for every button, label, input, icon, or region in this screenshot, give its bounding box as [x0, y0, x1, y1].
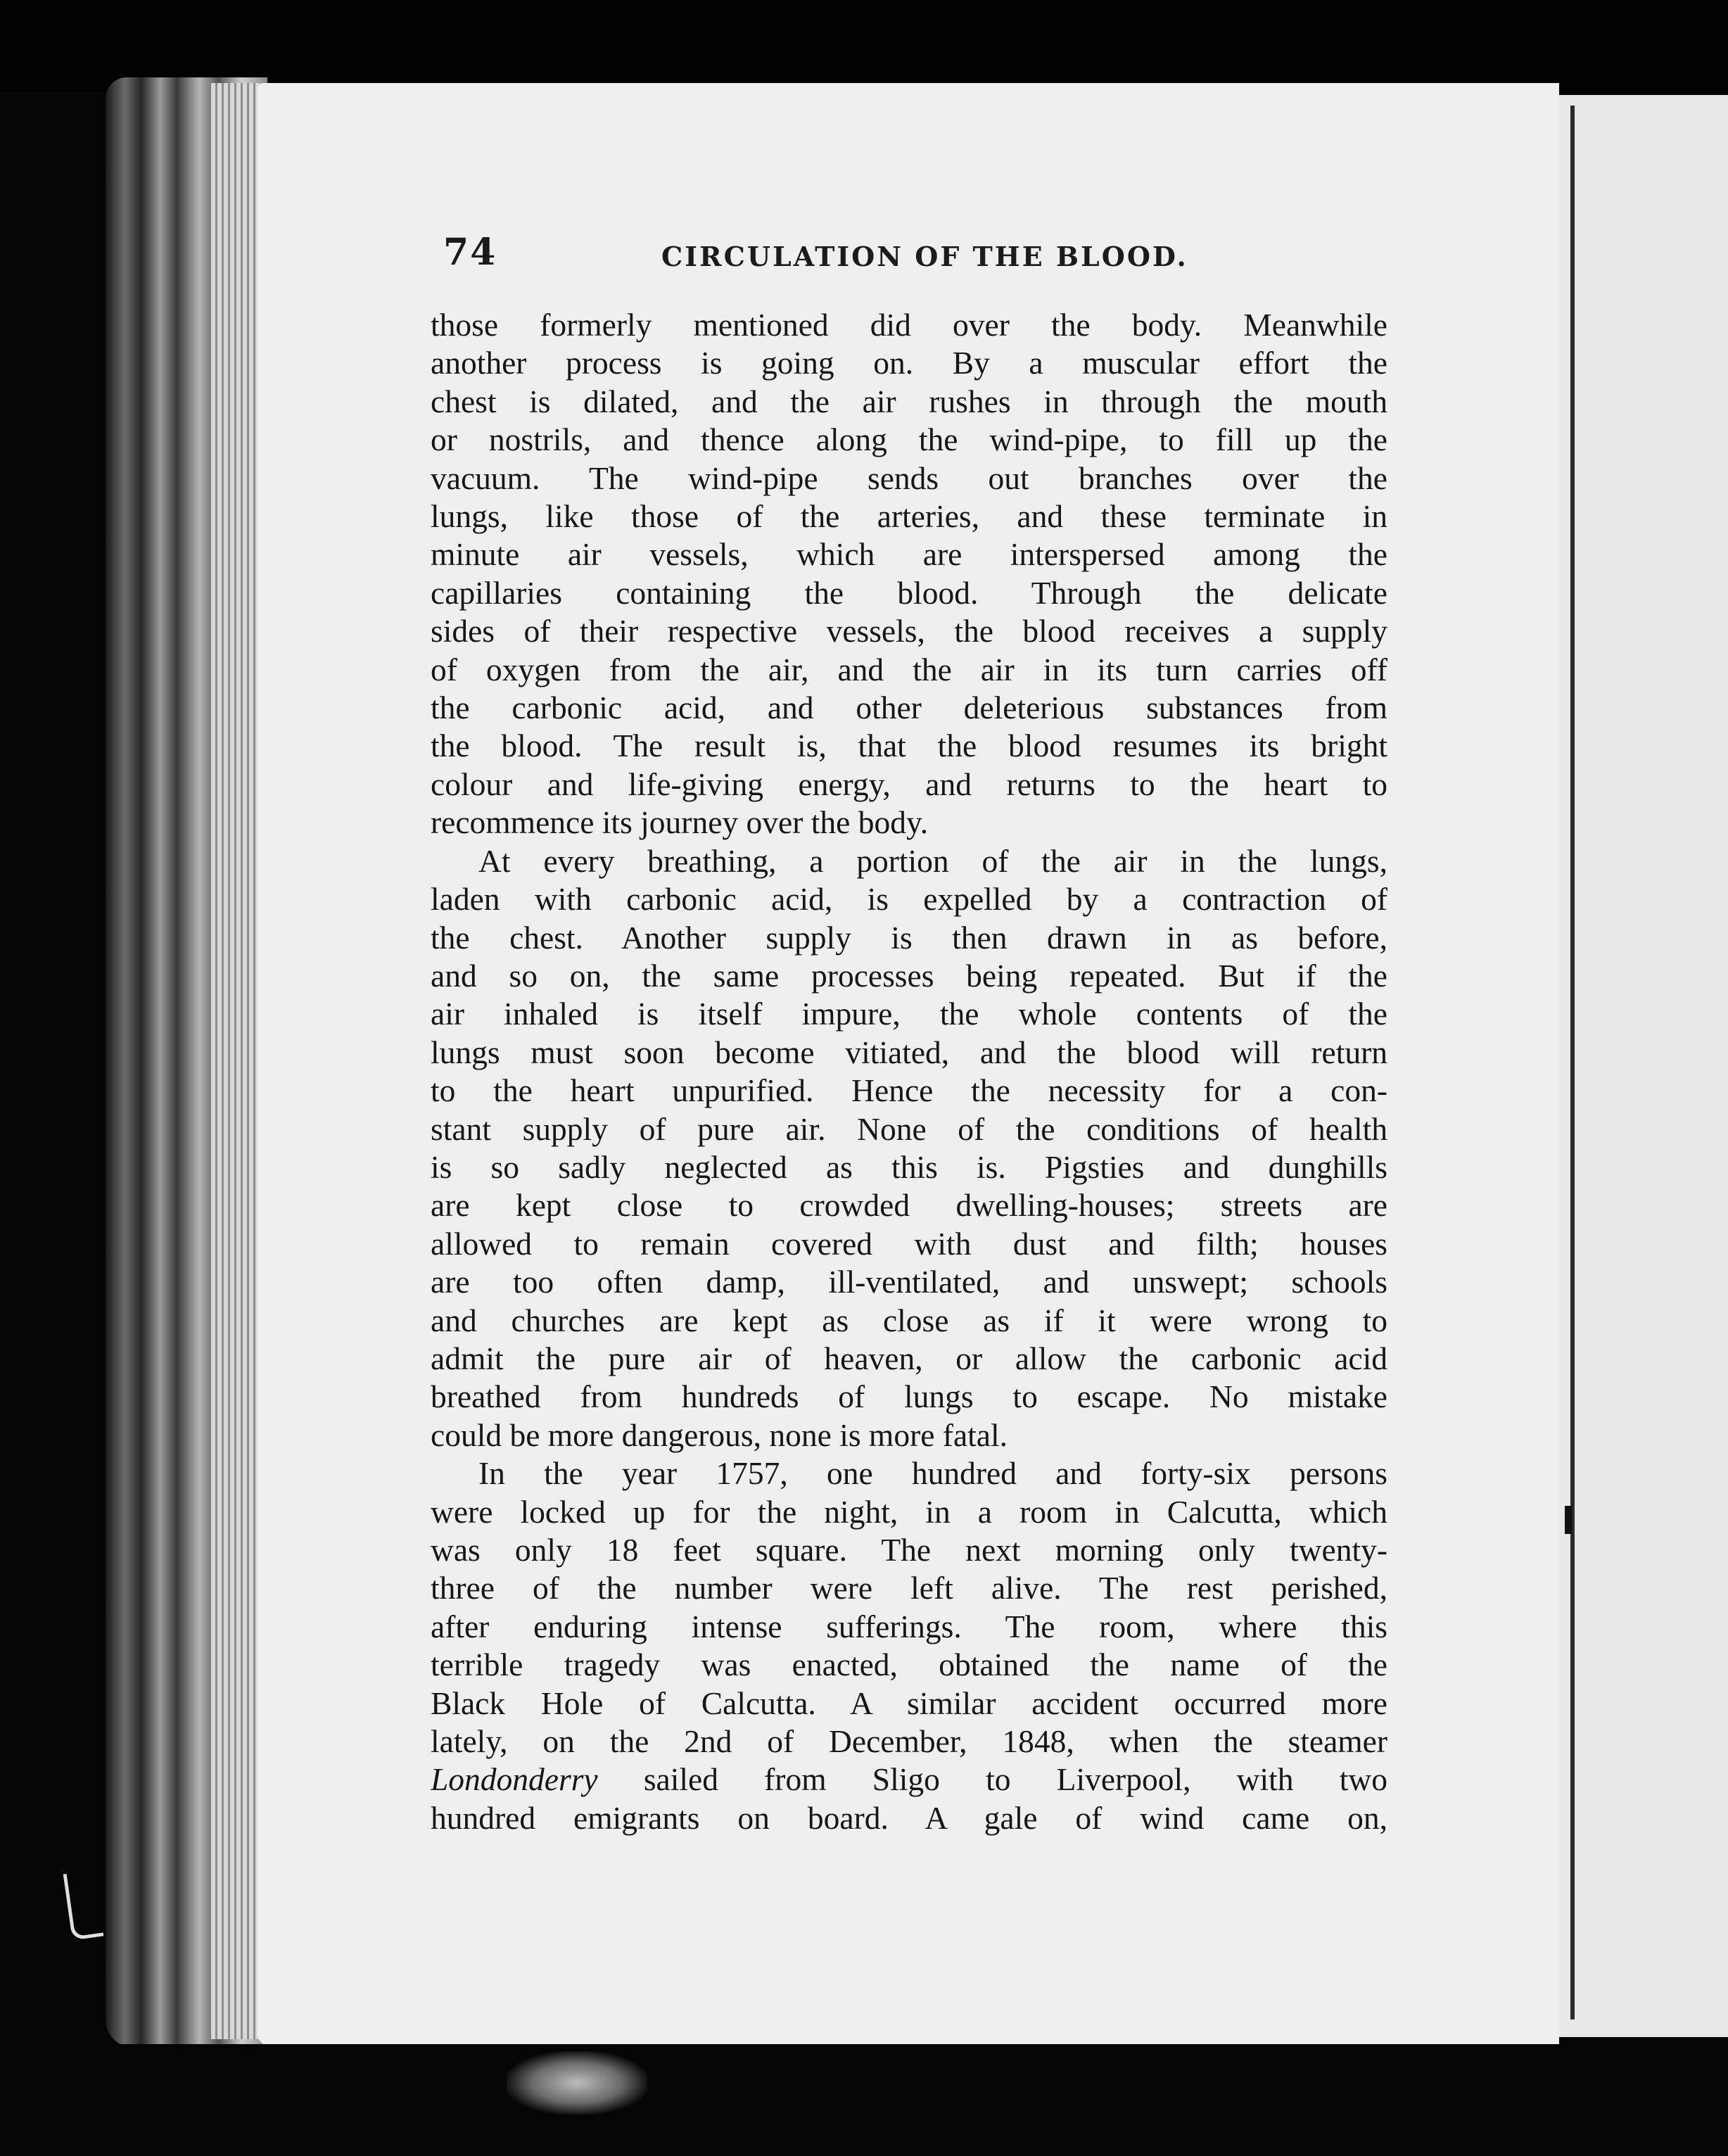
page-number: 74	[443, 231, 497, 274]
text-line: laden with carbonic acid, is expelled by a contraction of	[431, 881, 1387, 918]
text-line: Black Hole of Calcutta. A similar accident occurred more	[431, 1685, 1387, 1721]
text-line: lungs, like those of the arteries, and these terminate in	[431, 498, 1387, 535]
gutter-mark	[1565, 1506, 1572, 1534]
text-line: recommence its journey over the body.	[431, 804, 929, 841]
facing-page-edge	[1559, 95, 1728, 2037]
binding-hook-mark	[63, 1870, 104, 1940]
text-line: was only 18 feet square. The next morning only twenty-	[431, 1532, 1387, 1568]
text-line: chest is dilated, and the air rushes in through the mouth	[431, 383, 1387, 419]
text-line: after enduring intense sufferings. The room, where this	[431, 1608, 1387, 1644]
text-line: is so sadly neglected as this is. Pigsties and dunghills	[431, 1148, 1387, 1185]
text-line: minute air vessels, which are interspersed among the	[431, 536, 1387, 573]
text-line: admit the pure air of heaven, or allow the carbonic acid	[431, 1340, 1387, 1376]
text-line: breathed from hundreds of lungs to escape. No mistake	[431, 1378, 1387, 1415]
text-line: At every breathing, a portion of the air in the lungs,	[478, 842, 1387, 879]
text-line: sides of their respective vessels, the blood receives a supply	[431, 613, 1387, 649]
text-line-remainder: from Sligo to Liverpool, with two	[764, 1761, 1387, 1798]
running-head	[443, 231, 1414, 273]
text-line: the carbonic acid, and other deleterious substances from	[431, 690, 1387, 726]
text-line: vacuum. The wind-pipe sends out branches over the	[431, 459, 1387, 496]
scan-smudge	[507, 2051, 647, 2114]
gutter-line	[1570, 106, 1575, 2019]
text-line: are kept close to crowded dwelling-houses; streets are	[431, 1187, 1387, 1224]
text-line: air inhaled is itself impure, the whole contents of the	[431, 996, 1387, 1032]
text-line: the blood. The result is, that the blood resumes its bright	[431, 728, 1387, 764]
text-line: to the heart unpurified. Hence the necessity for a con-	[431, 1072, 1387, 1109]
text-line: lungs must soon become vitiated, and the blood will return	[431, 1034, 1387, 1070]
ship-name: Londonderry	[431, 1761, 598, 1798]
text-line: stant supply of pure air. None of the conditions of health	[431, 1110, 1387, 1147]
text-line: colour and life-giving energy, and returns to the heart to	[431, 766, 1387, 802]
scan-bottom-border	[0, 2044, 1728, 2156]
text-line: three of the number were left alive. The rest perished,	[431, 1570, 1387, 1606]
text-line: hundred emigrants on board. A gale of wind came on,	[431, 1799, 1387, 1836]
text-line: and churches are kept as close as if it were wrong to	[431, 1302, 1387, 1338]
text-line	[431, 1761, 1387, 1799]
text-line: lately, on the 2nd of December, 1848, when the steamer	[431, 1723, 1387, 1760]
text-line: terrible tragedy was enacted, obtained the name of the	[431, 1647, 1387, 1683]
text-line: those formerly mentioned did over the body. Meanwhile	[431, 307, 1387, 343]
text-line: the chest. Another supply is then drawn in as before,	[431, 919, 1387, 956]
text-line: another process is going on. By a muscular effort the	[431, 345, 1387, 381]
text-line: capillaries containing the blood. Through the delicate	[431, 574, 1387, 611]
text-line: are too often damp, ill-ventilated, and unswept; schools	[431, 1264, 1387, 1300]
text-line: and so on, the same processes being repeated. But if the	[431, 957, 1387, 994]
text-line: allowed to remain covered with dust and filth; houses	[431, 1225, 1387, 1262]
body-text	[431, 306, 1387, 1837]
sailed-word: sailed	[643, 1761, 718, 1798]
text-line: were locked up for the night, in a room in Calcutta, which	[431, 1493, 1387, 1530]
text-line: could be more dangerous, none is more fatal.	[431, 1416, 1008, 1453]
chapter-title: CIRCULATION OF THE BLOOD.	[661, 241, 1188, 272]
text-line: In the year 1757, one hundred and forty-six persons	[478, 1455, 1387, 1492]
text-line: or nostrils, and thence along the wind-pipe, to fill up the	[431, 421, 1387, 458]
text-line: of oxygen from the air, and the air in its turn carries off	[431, 651, 1387, 687]
